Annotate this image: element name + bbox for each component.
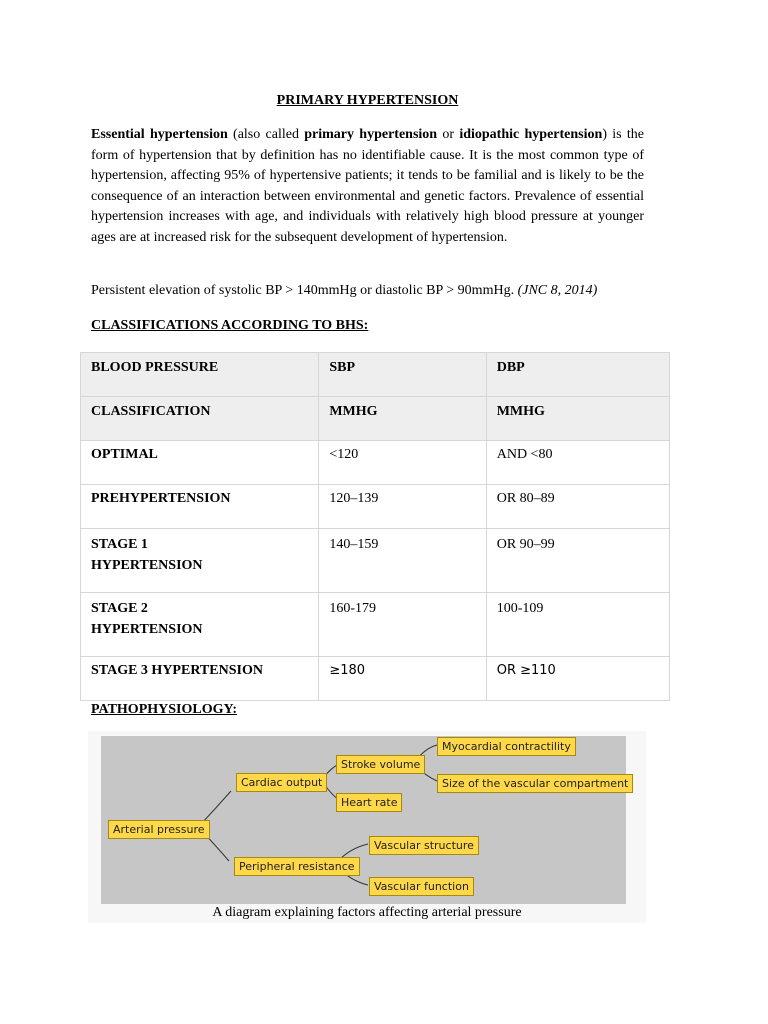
table-cell: OR 80–89 <box>486 485 669 529</box>
header-cell: MMHG <box>486 397 669 441</box>
table-cell: OR 90–99 <box>486 529 669 593</box>
table-cell: PREHYPERTENSION <box>81 485 319 529</box>
node-vascular-function: Vascular function <box>369 877 474 896</box>
header-cell: BLOOD PRESSURE <box>81 353 319 397</box>
table-cell: STAGE 2 HYPERTENSION <box>81 593 319 657</box>
diagram-canvas <box>101 736 629 904</box>
node-vascular-compartment: Size of the vascular compartment <box>437 774 633 793</box>
table-header-row <box>81 397 670 441</box>
diagram-caption: A diagram explaining factors affecting arterial pressure <box>212 905 522 920</box>
table-cell: 140–159 <box>319 529 486 593</box>
table-row <box>81 593 670 657</box>
page-title: PRIMARY HYPERTENSION <box>276 93 459 108</box>
table-row <box>81 441 670 485</box>
node-myocardial-contractility: Myocardial contractility <box>437 737 576 756</box>
table-cell: 100-109 <box>486 593 669 657</box>
table-header-row <box>81 353 670 397</box>
intro-paragraph <box>91 125 644 249</box>
pathophysiology-heading: PATHOPHYSIOLOGY: <box>91 702 237 717</box>
table-cell: AND <80 <box>486 441 669 485</box>
paragraph-text-3: ) is the form of hypertension that by definition has no identifiable cause. It is the most common type of hypertension, affecting 95% of hypertensive patients; it tends to be familial and is likely to be the consequence of an interaction between environmental and genetic factors. Prevalence of essential hypertension increases with age, and individuals with relatively high blood pressure at younger ages are at increased risk for the subsequent development of hypertension. <box>91 127 644 245</box>
table-cell: 120–139 <box>319 485 486 529</box>
paragraph-text-1: (also called <box>227 127 305 142</box>
arterial-pressure-diagram <box>88 731 646 923</box>
node-stroke-volume: Stroke volume <box>336 755 425 774</box>
node-vascular-structure: Vascular structure <box>369 836 479 855</box>
classifications-heading: CLASSIFICATIONS ACCORDING TO BHS: <box>91 318 369 333</box>
header-cell: CLASSIFICATION <box>81 397 319 441</box>
node-arterial-pressure: Arterial pressure <box>108 820 210 839</box>
term-primary-hypertension: primary hypertension <box>304 127 438 142</box>
header-cell: SBP <box>319 353 486 397</box>
node-cardiac-output: Cardiac output <box>236 773 327 792</box>
node-peripheral-resistance: Peripheral resistance <box>234 857 360 876</box>
term-essential-hypertension: Essential hypertension <box>91 127 228 142</box>
persistent-text: Persistent elevation of systolic BP > 140mmHg or diastolic BP > 90mmHg. <box>91 283 518 298</box>
table-row <box>81 657 670 701</box>
table-cell: STAGE 3 HYPERTENSION <box>81 657 319 701</box>
table-cell: ≥180 <box>319 657 486 701</box>
header-cell: MMHG <box>319 397 486 441</box>
table-row <box>81 529 670 593</box>
table-cell: <120 <box>319 441 486 485</box>
persistent-elevation-line <box>91 283 597 299</box>
term-idiopathic-hypertension: idiopathic hypertension <box>459 127 603 142</box>
table-row <box>81 485 670 529</box>
paragraph-text-2: or <box>437 127 460 142</box>
bp-classification-table <box>80 352 670 701</box>
table-cell: OR ≥110 <box>486 657 669 701</box>
table-cell: OPTIMAL <box>81 441 319 485</box>
header-cell: DBP <box>486 353 669 397</box>
citation: (JNC 8, 2014) <box>517 283 598 298</box>
table-cell: 160-179 <box>319 593 486 657</box>
node-heart-rate: Heart rate <box>336 793 402 812</box>
table-cell: STAGE 1 HYPERTENSION <box>81 529 319 593</box>
